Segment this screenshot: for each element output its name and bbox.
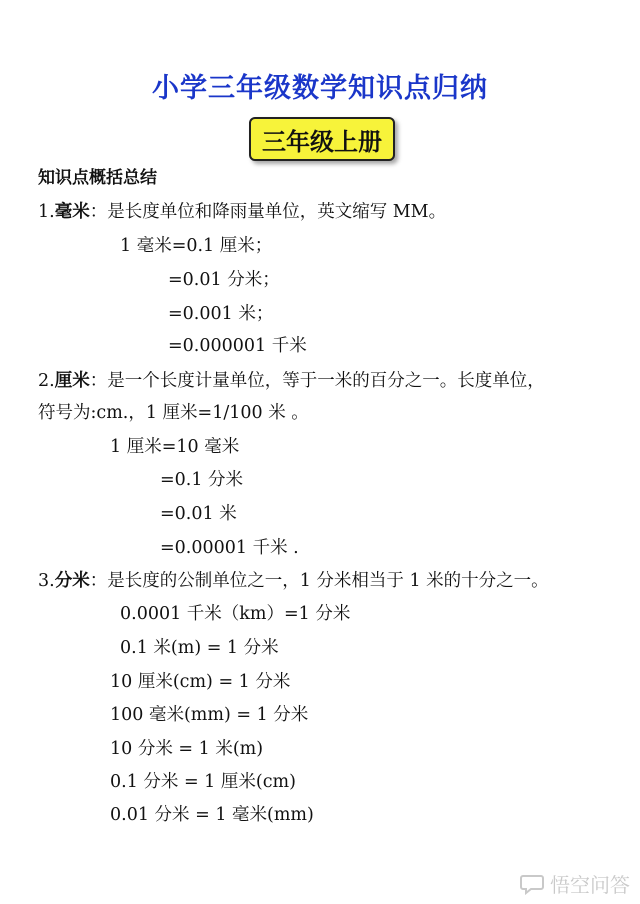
conversion-line: 1 厘米=10 毫米 (110, 437, 240, 457)
conversion-line: =0.01 米 (160, 504, 237, 524)
term-description: ：是长度的公制单位之一，1 分米相当于 1 米的十分之一。 (89, 571, 549, 591)
conversion-line: =0.1 分米 (160, 470, 244, 490)
conversion-line: 0.1 米(m) = 1 分米 (120, 638, 279, 658)
conversion-line: 0.01 分米 = 1 毫米(mm) (110, 805, 314, 825)
term: 毫米 (54, 202, 90, 222)
item-number: 3. (38, 571, 55, 591)
volume-badge: 三年级上册 (249, 117, 395, 161)
definition-line-1 (38, 200, 446, 224)
conversion-line: 10 厘米(cm) = 1 分米 (110, 672, 291, 692)
conversion-line: 0.1 分米 = 1 厘米(cm) (110, 772, 296, 792)
definition-line-2 (38, 369, 545, 393)
term-description: ：是一个长度计量单位，等于一米的百分之一。长度单位， (89, 371, 545, 391)
conversion-line: =0.001 米； (168, 304, 274, 324)
conversion-line: =0.01 分米； (168, 270, 280, 290)
term-description: ：是长度单位和降雨量单位，英文缩写 MM。 (89, 202, 447, 222)
term: 厘米 (54, 371, 90, 391)
item-number: 1. (38, 202, 55, 222)
watermark-text: 悟空问答 (550, 873, 630, 897)
conversion-line: 100 毫米(mm) = 1 分米 (110, 705, 309, 725)
conversion-line: 0.0001 千米（km）=1 分米 (120, 604, 351, 624)
term: 分米 (54, 571, 90, 591)
item-number: 2. (38, 371, 55, 391)
watermark (520, 869, 630, 898)
conversion-line: 10 分米 = 1 米(m) (110, 739, 264, 759)
section-heading: 知识点概括总结 (38, 168, 157, 188)
conversion-line: =0.000001 千米 (168, 336, 307, 356)
page-title: 小学三年级数学知识点归纳 (152, 73, 488, 104)
conversion-line: =0.00001 千米 . (160, 538, 299, 558)
definition-line-3 (38, 569, 549, 593)
definition-continuation: 符号为:cm.，1 厘米=1/100 米 。 (38, 403, 309, 423)
conversion-line: 1 毫米=0.1 厘米； (120, 236, 273, 256)
chat-bubble-icon (520, 873, 544, 895)
